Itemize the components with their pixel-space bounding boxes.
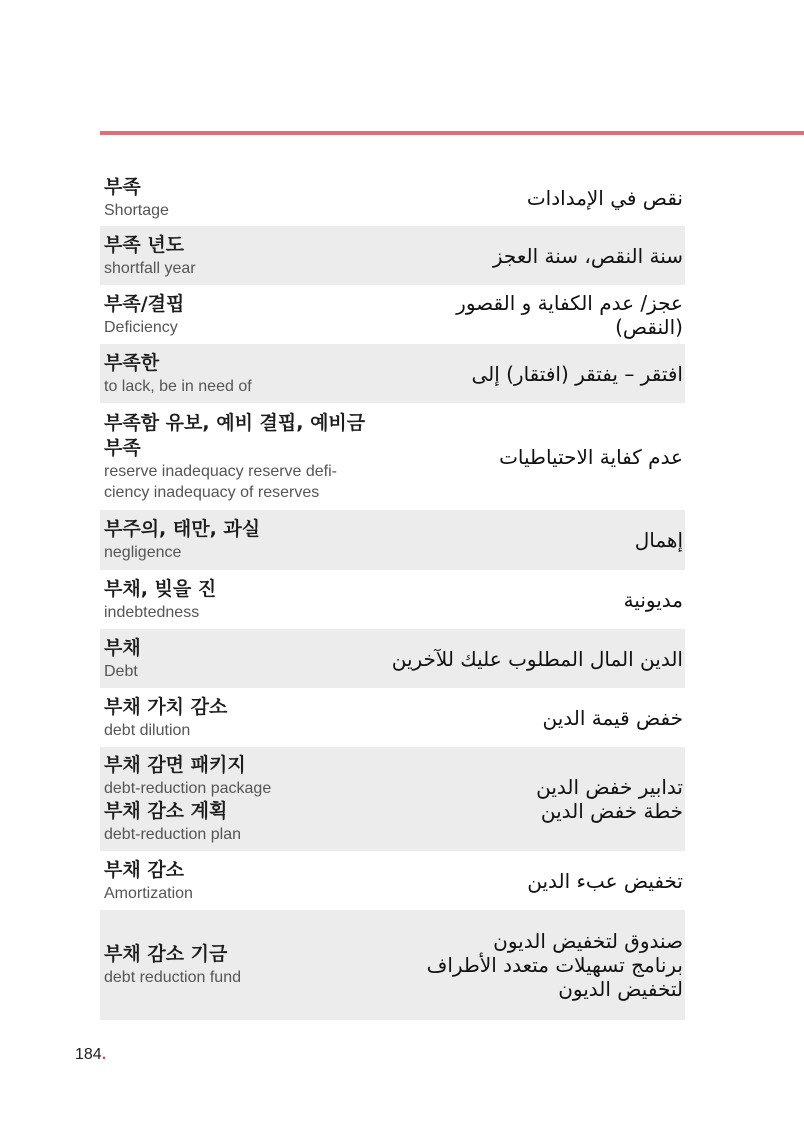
term-korean-english bbox=[104, 351, 364, 397]
term-arabic bbox=[364, 291, 685, 339]
term-korean: 부족 bbox=[104, 436, 141, 459]
term-korean-english bbox=[104, 292, 364, 338]
arabic-line: الدين المال المطلوب عليك للآخرين bbox=[391, 646, 683, 671]
term-korean: 부족/결핍 bbox=[104, 292, 185, 315]
term-arabic bbox=[364, 647, 685, 671]
glossary-row bbox=[100, 629, 685, 688]
glossary-row bbox=[100, 285, 685, 344]
arabic-line: مديونية bbox=[623, 587, 683, 612]
glossary-row bbox=[100, 851, 685, 910]
glossary-row bbox=[100, 570, 685, 629]
term-arabic bbox=[364, 362, 685, 386]
term-english: debt-reduction package bbox=[104, 780, 272, 797]
term-english: ciency inadequacy of reserves bbox=[104, 483, 320, 501]
term-english: reserve inadequacy reserve defi- bbox=[104, 462, 338, 480]
arabic-line: إهمال bbox=[634, 528, 683, 552]
term-korean-english bbox=[104, 636, 364, 682]
term-korean: 부족한 bbox=[104, 351, 160, 374]
term-english: to lack, be in need of bbox=[104, 377, 252, 395]
term-arabic bbox=[364, 186, 685, 210]
term-korean: 부채 감소 계획 bbox=[104, 800, 228, 822]
term-korean: 부채 감소 bbox=[104, 858, 185, 881]
arabic-line: خطة خفض الدين bbox=[540, 799, 683, 823]
term-english: indebtedness bbox=[104, 603, 200, 621]
term-arabic bbox=[374, 445, 685, 469]
term-english: Debt bbox=[104, 662, 138, 680]
term-arabic bbox=[364, 706, 685, 730]
term-korean-english bbox=[104, 695, 364, 741]
arabic-line: صندوق لتخفيض الديون bbox=[493, 929, 683, 953]
glossary-table bbox=[100, 170, 685, 1020]
arabic-line: عجز/ عدم الكفاية و القصور bbox=[456, 290, 683, 315]
term-arabic bbox=[364, 929, 685, 1001]
term-korean-english bbox=[104, 753, 364, 845]
term-korean: 부족 년도 bbox=[104, 233, 185, 256]
arabic-line: سنة النقص، سنة العجز bbox=[492, 243, 683, 268]
glossary-row bbox=[100, 510, 685, 570]
page-number-text: 184 bbox=[75, 1046, 102, 1063]
arabic-line: نقص في الإمدادات bbox=[526, 186, 683, 210]
glossary-row bbox=[100, 344, 685, 403]
arabic-line: تدابير خفض الدين bbox=[536, 775, 683, 799]
term-korean: 부주의, 태만, 과실 bbox=[104, 518, 261, 540]
term-korean: 부채 감면 패키지 bbox=[104, 754, 246, 776]
page-number-dot: . bbox=[101, 1046, 107, 1063]
term-korean: 부채, 빚을 진 bbox=[104, 577, 217, 600]
term-english: debt dilution bbox=[104, 721, 191, 739]
page-number bbox=[75, 1046, 106, 1064]
term-korean-english bbox=[104, 517, 364, 563]
term-korean: 부채 bbox=[104, 636, 141, 659]
term-korean: 부채 감소 기금 bbox=[104, 943, 228, 965]
term-korean: 부족 bbox=[104, 176, 141, 198]
glossary-row bbox=[100, 403, 685, 510]
arabic-line: برنامج تسهيلات متعدد الأطراف bbox=[426, 953, 683, 977]
arabic-line: عدم كفاية الاحتياطيات bbox=[499, 444, 683, 469]
term-korean-english bbox=[104, 175, 364, 221]
glossary-row bbox=[100, 910, 685, 1020]
term-arabic bbox=[364, 775, 685, 823]
arabic-line: تخفيض عبء الدين bbox=[527, 868, 683, 893]
term-english: Deficiency bbox=[104, 318, 178, 336]
arabic-line: افتقر – يفتقر (افتقار) إلى bbox=[471, 361, 683, 386]
term-english: shortfall year bbox=[104, 259, 196, 277]
term-english: Amortization bbox=[104, 884, 193, 902]
arabic-line: خفض قيمة الدين bbox=[542, 705, 683, 730]
term-korean-english bbox=[104, 233, 364, 279]
glossary-row bbox=[100, 226, 685, 285]
term-arabic bbox=[364, 244, 685, 268]
term-arabic bbox=[364, 528, 685, 552]
term-english: debt-reduction plan bbox=[104, 826, 241, 843]
glossary-row bbox=[100, 170, 685, 226]
term-korean-english bbox=[104, 577, 364, 623]
glossary-row bbox=[100, 688, 685, 747]
term-korean: 부족함 유보, 예비 결핍, 예비금 bbox=[104, 411, 366, 434]
term-english: Shortage bbox=[104, 202, 169, 219]
term-korean-english bbox=[104, 942, 364, 988]
top-accent-rule bbox=[100, 131, 804, 135]
term-english: negligence bbox=[104, 544, 182, 561]
term-english: debt reduction fund bbox=[104, 969, 241, 986]
term-korean-english bbox=[104, 411, 374, 503]
term-arabic bbox=[364, 588, 685, 612]
term-arabic bbox=[364, 869, 685, 893]
term-korean: 부채 가치 감소 bbox=[104, 695, 228, 718]
arabic-line: (النقص) bbox=[615, 314, 683, 339]
arabic-line: لتخفيض الديون bbox=[558, 977, 683, 1001]
glossary-row bbox=[100, 747, 685, 851]
term-korean-english bbox=[104, 858, 364, 904]
